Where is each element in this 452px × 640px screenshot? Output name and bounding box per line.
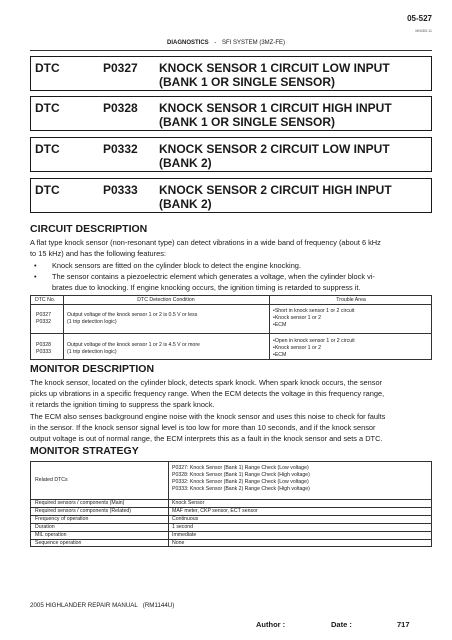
dtc-title-line2: (BANK 2): [159, 156, 212, 170]
table-row-codes: [36, 342, 51, 356]
area-line: •Open in knock sensor 1 or 2 circuit: [273, 338, 355, 344]
bullet-dot: •: [34, 272, 37, 281]
dtc-label: DTC: [35, 183, 60, 197]
dtc-code: P0327: [103, 61, 138, 75]
related-dtc-line: P0332: Knock Sensor (Bank 2) Range Check (Low voltage): [172, 479, 309, 485]
footer-date: Date :: [331, 620, 352, 629]
table-header-dtc-no: DTC No.: [35, 297, 56, 303]
circuit-line: to 15 kHz) and has the following features:: [30, 249, 166, 259]
dtc-block-p0332: [30, 137, 432, 172]
strategy-value: Immediate: [172, 532, 197, 538]
header-rule: [30, 50, 432, 51]
dtc-title: [159, 101, 392, 129]
dtc-title-line2: (BANK 1 OR SINGLE SENSOR): [159, 115, 336, 129]
dtc-block-p0328: [30, 96, 432, 131]
table-row-condition: [67, 342, 200, 356]
dtc-code-cell: P0327: [36, 312, 52, 318]
dtc-code: P0333: [103, 183, 138, 197]
monitor-strategy-heading: MONITOR STRATEGY: [30, 445, 139, 457]
condition-line: (1 trip detection logic): [67, 349, 117, 355]
page-code: MN0D0-11: [415, 29, 432, 33]
dtc-detection-table: [30, 295, 432, 360]
dtc-title: [159, 183, 392, 211]
dtc-label: DTC: [35, 142, 60, 156]
strategy-related-dtcs: [172, 465, 310, 493]
related-dtc-line: P0328: Knock Sensor (Bank 1) Range Check (High voltage): [172, 472, 310, 478]
footer-manual-title: 2005 HIGHLANDER REPAIR MANUAL (RM1144U): [30, 602, 175, 609]
monitor-description-text: [30, 377, 432, 444]
monitor-line: The knock sensor, located on the cylinder block, detects spark knock. When spark knock occurs, the sensor: [30, 378, 383, 387]
bullet-line: brates due to knocking. If engine knocking occurs, the ignition timing is retarded to suppress it.: [52, 283, 361, 293]
related-dtc-line: P0333: Knock Sensor (Bank 2) Range Check (High voltage): [172, 486, 310, 492]
header-system: SFI SYSTEM (3MZ-FE): [222, 40, 285, 46]
dtc-title-line1: KNOCK SENSOR 2 CIRCUIT HIGH INPUT: [159, 183, 392, 197]
bullet-line: The sensor contains a piezoelectric element which generates a voltage, when the cylinder block vi-: [52, 272, 375, 281]
condition-line: (1 trip detection logic): [67, 319, 117, 325]
strategy-label: Sequence operation: [35, 540, 82, 546]
monitor-line: it retards the ignition timing to suppress the spark knock.: [30, 400, 215, 410]
monitor-strategy-table: [30, 461, 432, 547]
monitor-line: in the sensor. If the knock sensor signal level is too low for more than 10 seconds, and if the knock sensor: [30, 422, 376, 432]
strategy-value: Knock Sensor: [172, 500, 205, 506]
dtc-label: DTC: [35, 61, 60, 75]
bullet-text: [52, 271, 432, 293]
page-number: 05-527: [407, 14, 432, 23]
strategy-label-related-dtcs: Related DTCs: [35, 477, 68, 483]
header-separator: -: [214, 40, 217, 46]
dtc-code: P0328: [103, 101, 138, 115]
condition-line: Output voltage of the knock sensor 1 or 2 is 0.5 V or less: [67, 312, 198, 318]
area-line: •Short in knock sensor 1 or 2 circuit: [273, 308, 355, 314]
table-rule: [31, 304, 431, 305]
strategy-value: Continuous: [172, 516, 199, 522]
page-header: [0, 40, 452, 46]
area-line: •Knock sensor 1 or 2: [273, 315, 321, 321]
monitor-line: output voltage is out of normal range, the ECM interprets this as a fault in the knock sensor and sets a DTC.: [30, 434, 383, 444]
dtc-title-line2: (BANK 1 OR SINGLE SENSOR): [159, 75, 336, 89]
table-rule: [63, 296, 64, 359]
strategy-label: Required sensors / components (Related): [35, 508, 132, 514]
bullet-dot: •: [34, 261, 37, 270]
footer-author: Author :: [256, 620, 286, 629]
dtc-code-cell: P0332: [36, 319, 52, 325]
table-rule: [168, 462, 169, 546]
table-header-condition: DTC Detection Condition: [137, 297, 195, 303]
condition-line: Output voltage of the knock sensor 1 or 2 is 4.5 V or more: [67, 342, 200, 348]
strategy-value: 1 second: [172, 524, 194, 530]
circuit-description-text: [30, 237, 432, 259]
table-row-condition: [67, 312, 197, 326]
circuit-line: A flat type knock sensor (non-resonant type) can detect vibrations in a wide band of frequency (about 6 kHz: [30, 238, 381, 247]
strategy-label: Duration: [35, 524, 55, 530]
strategy-value: None: [172, 540, 185, 546]
dtc-title-line1: KNOCK SENSOR 1 CIRCUIT HIGH INPUT: [159, 101, 392, 115]
dtc-block-p0333: [30, 178, 432, 213]
table-rule: [31, 515, 431, 516]
header-diagnostics: DIAGNOSTICS: [166, 40, 209, 46]
dtc-label: DTC: [35, 101, 60, 115]
dtc-title-line1: KNOCK SENSOR 2 CIRCUIT LOW INPUT: [159, 142, 390, 156]
dtc-code: P0332: [103, 142, 138, 156]
table-rule: [31, 523, 431, 524]
bullet-text: Knock sensors are fitted on the cylinder block to detect the engine knocking.: [52, 261, 301, 270]
strategy-label: Required sensors / components (Main): [35, 500, 125, 506]
dtc-code-cell: P0333: [36, 349, 52, 355]
dtc-block-p0327: [30, 56, 432, 91]
circuit-description-heading: CIRCUIT DESCRIPTION: [30, 223, 148, 235]
dtc-title: [159, 142, 390, 170]
dtc-title-line1: KNOCK SENSOR 1 CIRCUIT LOW INPUT: [159, 61, 390, 75]
table-rule: [31, 531, 431, 532]
area-line: •ECM: [273, 352, 287, 358]
monitor-line: picks up vibrations in a specific frequency range. When the ECM detects the voltage in this frequency range,: [30, 389, 385, 399]
strategy-label: MIL operation: [35, 532, 67, 538]
monitor-description-heading: MONITOR DESCRIPTION: [30, 363, 155, 375]
strategy-label: Frequency of operation: [35, 516, 89, 522]
dtc-title: [159, 61, 390, 89]
footer-page-number: 717: [397, 620, 410, 629]
area-line: •ECM: [273, 322, 287, 328]
table-row-areas: [273, 338, 355, 359]
strategy-value: MAF meter, CKP sensor, ECT sensor: [172, 508, 258, 514]
table-row-codes: [36, 312, 51, 326]
monitor-line: The ECM also senses background engine noise with the knock sensor and uses this noise to check for faults: [30, 411, 386, 421]
table-row-areas: [273, 308, 354, 329]
table-rule: [31, 539, 431, 540]
circuit-bullet-2: [30, 271, 432, 294]
area-line: •Knock sensor 1 or 2: [273, 345, 321, 351]
dtc-title-line2: (BANK 2): [159, 197, 212, 211]
dtc-code-cell: P0328: [36, 342, 52, 348]
table-rule: [269, 296, 270, 359]
table-header-trouble-area: Trouble Area: [336, 297, 366, 303]
related-dtc-line: P0327: Knock Sensor (Bank 1) Range Check (Low voltage): [172, 465, 309, 471]
table-rule: [31, 333, 431, 334]
